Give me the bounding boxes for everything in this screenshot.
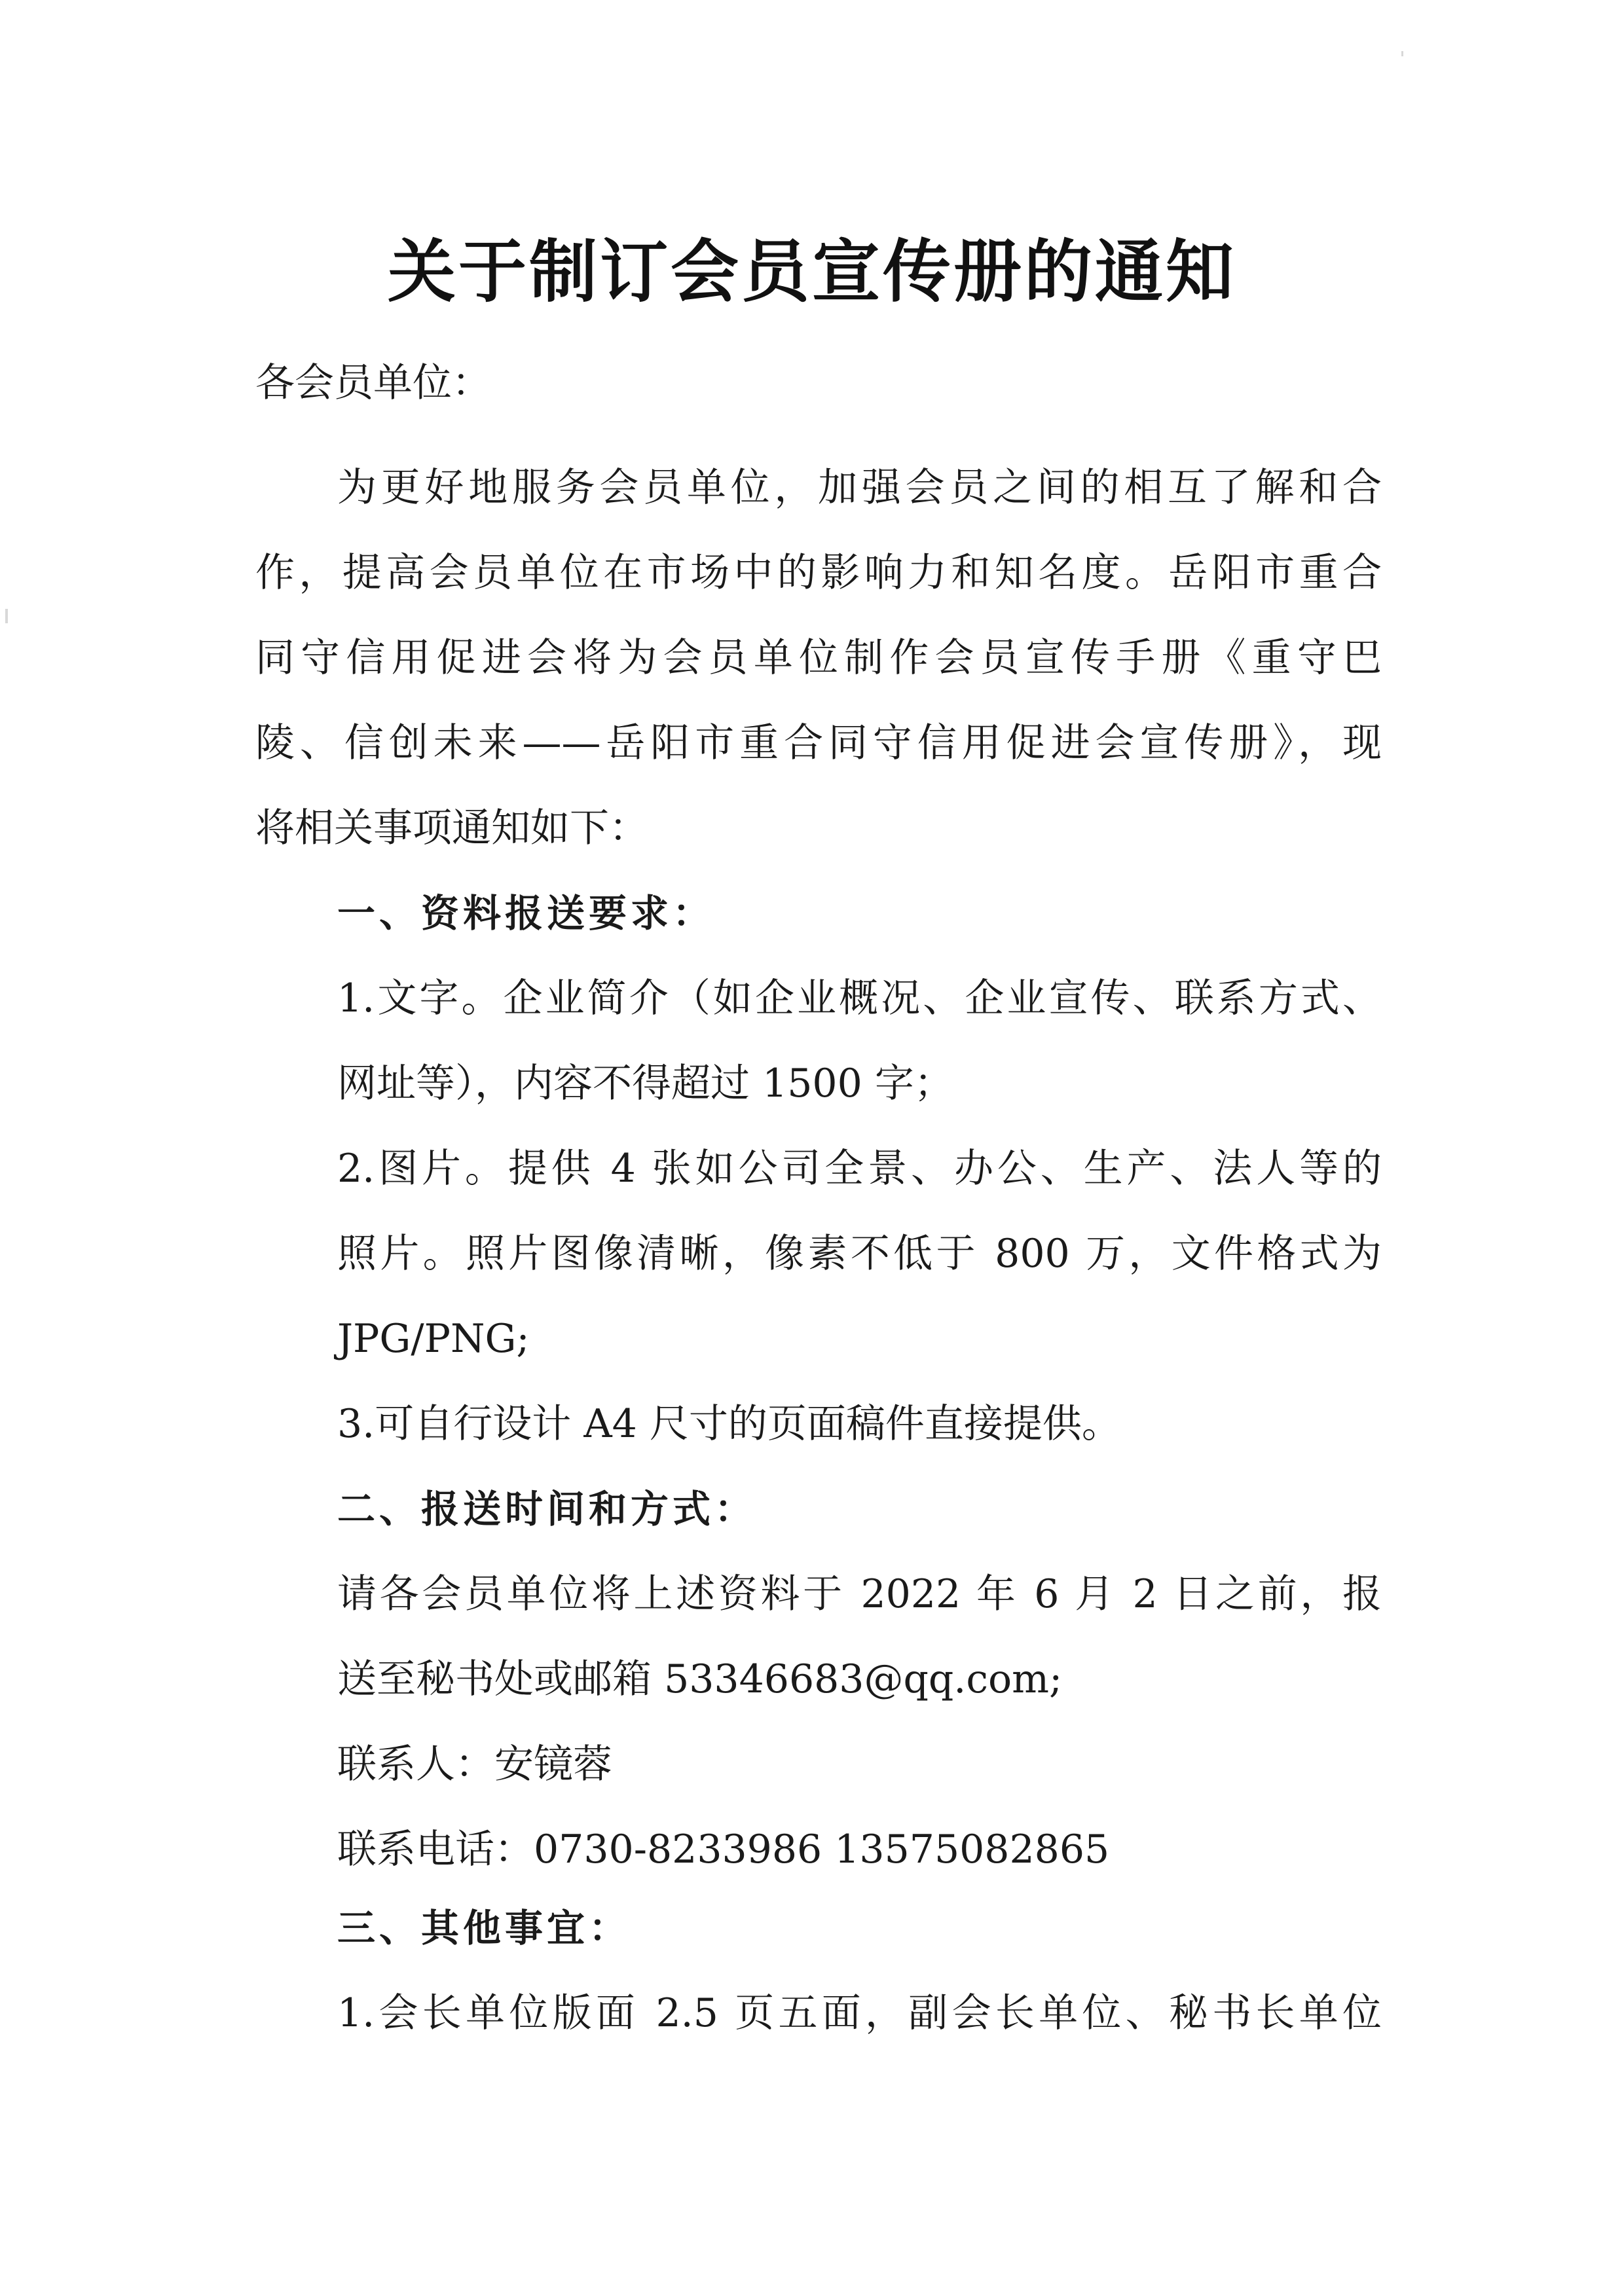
- contact-phone: 联系电话：0730-8233986 13575082865: [337, 1827, 1110, 1872]
- intro-line-2: 作，提高会员单位在市场中的影响力和知名度。岳阳市重合: [255, 550, 1382, 596]
- intro-line-3: 同守信用促进会将为会员单位制作会员宣传手册《重守巴: [255, 635, 1382, 681]
- scan-mark: [1401, 51, 1403, 56]
- section-1-item-1-line-2: 网址等），内容不得超过 1500 字；: [337, 1061, 953, 1106]
- section-1-item-2-line-1: 2.图片。提供 4 张如公司全景、办公、生产、法人等的: [337, 1146, 1382, 1192]
- scan-mark: [5, 609, 8, 623]
- section-3-heading: 三、其他事宜：: [337, 1906, 631, 1950]
- section-1-item-3: 3.可自行设计 A4 尺寸的页面稿件直接提供。: [337, 1401, 1121, 1447]
- section-2-line-1: 请各会员单位将上述资料于 2022 年 6 月 2 日之前，报: [337, 1571, 1382, 1617]
- document-title: 关于制订会员宣传册的通知: [387, 232, 1236, 312]
- intro-line-5: 将相关事项通知如下：: [255, 805, 648, 851]
- section-2-heading: 二、报送时间和方式：: [337, 1487, 757, 1531]
- section-3-item-1: 1.会长单位版面 2.5 页五面，副会长单位、秘书长单位: [337, 1990, 1382, 2036]
- intro-line-4: 陵、信创未来——岳阳市重合同守信用促进会宣传册》，现: [255, 720, 1382, 766]
- section-1-item-2-line-2: 照片。照片图像清晰，像素不低于 800 万，文件格式为: [337, 1231, 1382, 1277]
- intro-line-1: 为更好地服务会员单位，加强会员之间的相互了解和合: [337, 465, 1382, 511]
- section-1-item-2-line-3: JPG/PNG;: [337, 1316, 530, 1362]
- section-2-line-2: 送至秘书处或邮箱 53346683@qq.com;: [337, 1656, 1063, 1702]
- contact-person: 联系人：安镜蓉: [337, 1741, 612, 1787]
- salutation: 各会员单位：: [255, 360, 491, 406]
- section-1-heading: 一、资料报送要求：: [337, 891, 715, 936]
- section-1-item-1-line-1: 1.文字。企业简介（如企业概况、企业宣传、联系方式、: [337, 975, 1382, 1021]
